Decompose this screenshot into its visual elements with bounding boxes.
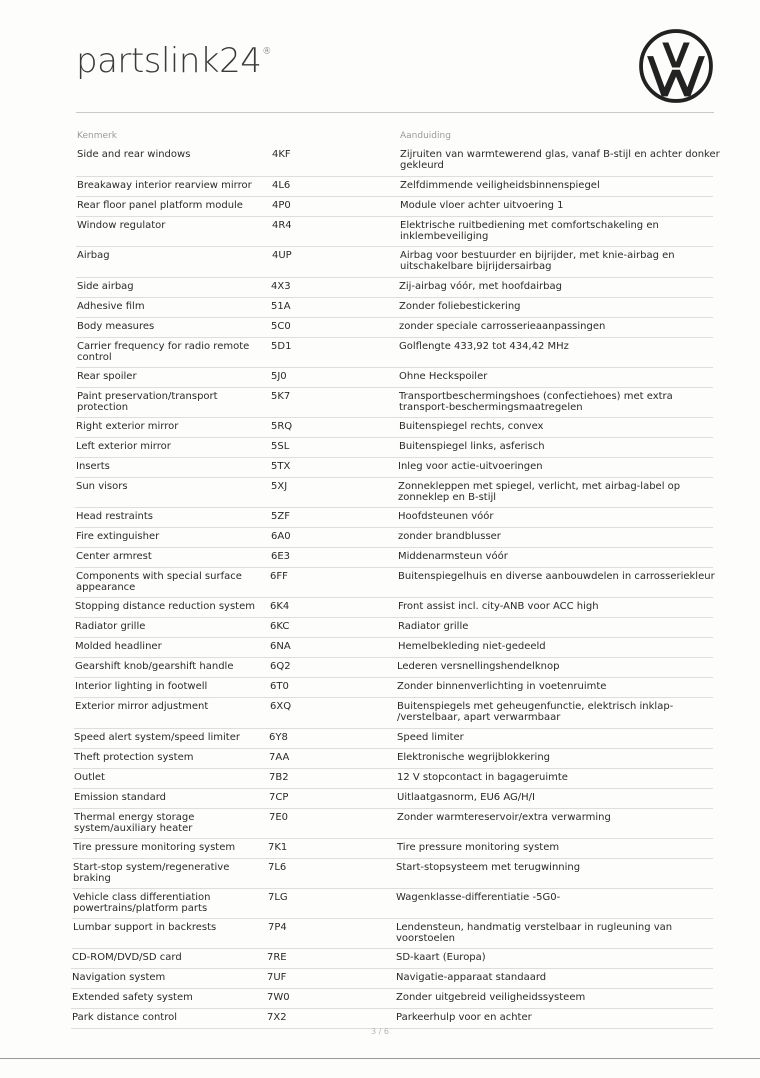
table-row <box>76 298 713 318</box>
description-cell: zonder brandblusser <box>398 531 501 542</box>
description-cell: Buitenspiegels met geheugenfunctie, elektrisch inklap- /verstelbaar, apart verwarmbaar <box>397 701 674 723</box>
table-row <box>76 247 713 278</box>
feature-cell: Thermal energy storage system/auxiliary heater <box>74 812 195 834</box>
table-row <box>74 598 713 618</box>
table-row <box>75 418 713 438</box>
feature-cell: Stopping distance reduction system <box>75 601 255 612</box>
description-cell: Uitlaatgasnorm, EU6 AG/H/I <box>397 792 535 803</box>
description-cell: Speed limiter <box>397 732 464 743</box>
table-row <box>76 197 713 217</box>
table-row <box>72 859 713 889</box>
description-cell: Start-stopsysteem met terugwinning <box>396 862 581 873</box>
table-row <box>74 638 713 658</box>
volkswagen-logo-icon <box>638 28 714 104</box>
registered-mark: ® <box>262 47 271 57</box>
table-row <box>73 729 713 749</box>
code-cell: 6NA <box>270 641 291 652</box>
page-number: 3 / 6 <box>371 1027 389 1036</box>
code-cell: 5TX <box>271 461 291 472</box>
feature-cell: Start-stop system/regenerative braking <box>73 862 230 884</box>
table-row <box>73 749 713 769</box>
feature-cell: Tire pressure monitoring system <box>73 842 236 853</box>
table-row <box>73 809 713 839</box>
code-cell: 4UP <box>272 250 292 261</box>
table-row <box>75 508 713 528</box>
code-cell: 6T0 <box>270 681 289 692</box>
table-row <box>71 949 713 969</box>
feature-cell: Gearshift knob/gearshift handle <box>75 661 234 672</box>
code-cell: 7L6 <box>268 862 287 873</box>
feature-cell: Head restraints <box>76 511 153 522</box>
feature-cell: CD-ROM/DVD/SD card <box>72 952 182 963</box>
description-cell: Radiator grille <box>398 621 469 632</box>
feature-cell: Exterior mirror adjustment <box>75 701 209 712</box>
table-row <box>72 919 713 949</box>
feature-cell: Side and rear windows <box>77 149 191 160</box>
code-cell: 7X2 <box>267 1012 287 1023</box>
feature-cell: Molded headliner <box>75 641 162 652</box>
code-cell: 5RQ <box>271 421 293 432</box>
description-cell: Zonder foliebestickering <box>399 301 521 312</box>
code-cell: 7E0 <box>269 812 289 823</box>
table-row <box>76 146 720 177</box>
code-cell: 5K7 <box>271 391 291 402</box>
table-row <box>74 678 713 698</box>
feature-cell: Adhesive film <box>77 301 145 312</box>
column-header-description: Aanduiding <box>400 131 451 141</box>
feature-cell: Airbag <box>77 250 110 261</box>
table-row <box>74 658 713 678</box>
code-cell: 51A <box>271 301 291 312</box>
code-cell: 6Y8 <box>269 732 288 743</box>
description-cell: Zonder uitgebreid veiligheidssysteem <box>396 992 586 1003</box>
table-row <box>75 458 713 478</box>
table-row <box>76 368 713 388</box>
header-divider <box>76 112 714 113</box>
table-row <box>76 318 713 338</box>
code-cell: 5J0 <box>271 371 287 382</box>
code-cell: 7UF <box>267 972 287 983</box>
description-cell: Hoofdsteunen vóór <box>398 511 494 522</box>
table-row <box>76 278 713 298</box>
table-row <box>71 1009 713 1029</box>
code-cell: 5C0 <box>271 321 291 332</box>
code-cell: 7W0 <box>267 992 290 1003</box>
table-row <box>72 839 713 859</box>
feature-cell: Carrier frequency for radio remote control <box>77 341 250 363</box>
description-cell: Middenarmsteun vóór <box>398 551 508 562</box>
description-cell: Zijruiten van warmtewerend glas, vanaf B-stijl en achter donker gekleurd <box>400 149 720 171</box>
table-row <box>73 789 713 809</box>
feature-cell: Lumbar support in backrests <box>73 922 217 933</box>
feature-cell: Center armrest <box>76 551 152 562</box>
footer-divider <box>0 1058 760 1059</box>
code-cell: 6KC <box>270 621 290 632</box>
feature-cell: Fire extinguisher <box>76 531 160 542</box>
description-cell: Lederen versnellingshendelknop <box>397 661 560 672</box>
description-cell: Elektrische ruitbediening met comfortschakeling en inklembeveiliging <box>400 220 659 242</box>
code-cell: 6Q2 <box>270 661 291 672</box>
description-cell: Hemelbekleding niet-gedeeld <box>398 641 546 652</box>
table-row <box>71 989 713 1009</box>
description-cell: Inleg voor actie-uitvoeringen <box>398 461 543 472</box>
table-row <box>76 217 713 247</box>
description-cell: Tire pressure monitoring system <box>397 842 560 853</box>
table-row <box>75 548 713 568</box>
table-row <box>74 698 713 729</box>
description-cell: Buitenspiegel links, asferisch <box>399 441 545 452</box>
code-cell: 7LG <box>268 892 288 903</box>
feature-cell: Vehicle class differentiation powertrains/platform parts <box>73 892 211 914</box>
feature-cell: Speed alert system/speed limiter <box>74 732 240 743</box>
feature-cell: Components with special surface appearance <box>76 571 242 593</box>
table-row <box>74 618 713 638</box>
table-row <box>76 177 713 197</box>
brand-name: partslink24 <box>76 41 262 81</box>
description-cell: Airbag voor bestuurder en bijrijder, met knie-airbag en uitschakelbare bijrijdersairbag <box>400 250 675 272</box>
table-row <box>76 388 713 418</box>
feature-cell: Left exterior mirror <box>76 441 171 452</box>
description-cell: Buitenspiegel rechts, convex <box>399 421 544 432</box>
feature-cell: Window regulator <box>77 220 166 231</box>
code-cell: 5XJ <box>271 481 288 492</box>
feature-cell: Rear floor panel platform module <box>77 200 243 211</box>
table-row <box>75 478 713 508</box>
feature-cell: Rear spoiler <box>77 371 137 382</box>
code-cell: 4KF <box>272 149 291 160</box>
code-cell: 6XQ <box>270 701 292 712</box>
table-row <box>75 568 713 598</box>
description-cell: Buitenspiegelhuis en diverse aanbouwdelen in carrosseriekleur <box>398 571 715 582</box>
feature-cell: Radiator grille <box>75 621 146 632</box>
description-cell: 12 V stopcontact in bagageruimte <box>397 772 568 783</box>
code-cell: 7RE <box>267 952 287 963</box>
code-cell: 7B2 <box>269 772 289 783</box>
description-cell: Front assist incl. city-ANB voor ACC high <box>398 601 599 612</box>
code-cell: 4X3 <box>271 281 291 292</box>
description-cell: Zelfdimmende veiligheidsbinnenspiegel <box>400 180 600 191</box>
code-cell: 4L6 <box>272 180 291 191</box>
code-cell: 7K1 <box>268 842 288 853</box>
feature-cell: Park distance control <box>72 1012 178 1023</box>
description-cell: Zonder binnenverlichting in voetenruimte <box>397 681 607 692</box>
code-cell: 7CP <box>269 792 289 803</box>
feature-cell: Extended safety system <box>72 992 193 1003</box>
table-row <box>75 438 713 458</box>
description-cell: Elektronische wegrijblokkering <box>397 752 551 763</box>
table-row <box>76 338 713 368</box>
options-table <box>0 146 760 1029</box>
code-cell: 5SL <box>271 441 290 452</box>
code-cell: 6K4 <box>270 601 290 612</box>
description-cell: zonder speciale carrosserieaanpassingen <box>399 321 606 332</box>
description-cell: Navigatie-apparaat standaard <box>396 972 547 983</box>
feature-cell: Sun visors <box>76 481 128 492</box>
feature-cell: Inserts <box>76 461 110 472</box>
table-row <box>72 889 713 919</box>
code-cell: 6E3 <box>271 551 291 562</box>
description-cell: Zij-airbag vóór, met hoofdairbag <box>399 281 562 292</box>
code-cell: 4P0 <box>272 200 291 211</box>
description-cell: Module vloer achter uitvoering 1 <box>400 200 564 211</box>
code-cell: 4R4 <box>272 220 292 231</box>
table-row <box>73 769 713 789</box>
feature-cell: Emission standard <box>74 792 167 803</box>
feature-cell: Body measures <box>77 321 155 332</box>
code-cell: 5ZF <box>271 511 290 522</box>
feature-cell: Interior lighting in footwell <box>75 681 208 692</box>
feature-cell: Breakaway interior rearview mirror <box>77 180 252 191</box>
code-cell: 5D1 <box>271 341 292 352</box>
description-cell: Ohne Heckspoiler <box>399 371 488 382</box>
table-row <box>71 969 713 989</box>
table-row <box>75 528 713 548</box>
feature-cell: Outlet <box>74 772 105 783</box>
description-cell: Lendensteun, handmatig verstelbaar in rugleuning van voorstoelen <box>396 922 673 944</box>
code-cell: 7P4 <box>268 922 287 933</box>
column-header-feature: Kenmerk <box>77 131 117 141</box>
partslink24-logo <box>76 41 271 81</box>
description-cell: Parkeerhulp voor en achter <box>396 1012 532 1023</box>
description-cell: Wagenklasse-differentiatie -5G0- <box>396 892 561 903</box>
code-cell: 6A0 <box>271 531 291 542</box>
feature-cell: Side airbag <box>77 281 134 292</box>
feature-cell: Theft protection system <box>74 752 194 763</box>
description-cell: Transportbeschermingshoes (confectiehoes) met extra transport-beschermingsmaatregelen <box>399 391 673 413</box>
description-cell: Zonder warmtereservoir/extra verwarming <box>397 812 611 823</box>
code-cell: 6FF <box>270 571 288 582</box>
feature-cell: Navigation system <box>72 972 166 983</box>
description-cell: Zonnekleppen met spiegel, verlicht, met airbag-label op zonneklep en B-stijl <box>398 481 681 503</box>
description-cell: Golflengte 433,92 tot 434,42 MHz <box>399 341 569 352</box>
code-cell: 7AA <box>269 752 290 763</box>
description-cell: SD-kaart (Europa) <box>396 952 486 963</box>
feature-cell: Paint preservation/transport protection <box>77 391 218 413</box>
feature-cell: Right exterior mirror <box>76 421 179 432</box>
